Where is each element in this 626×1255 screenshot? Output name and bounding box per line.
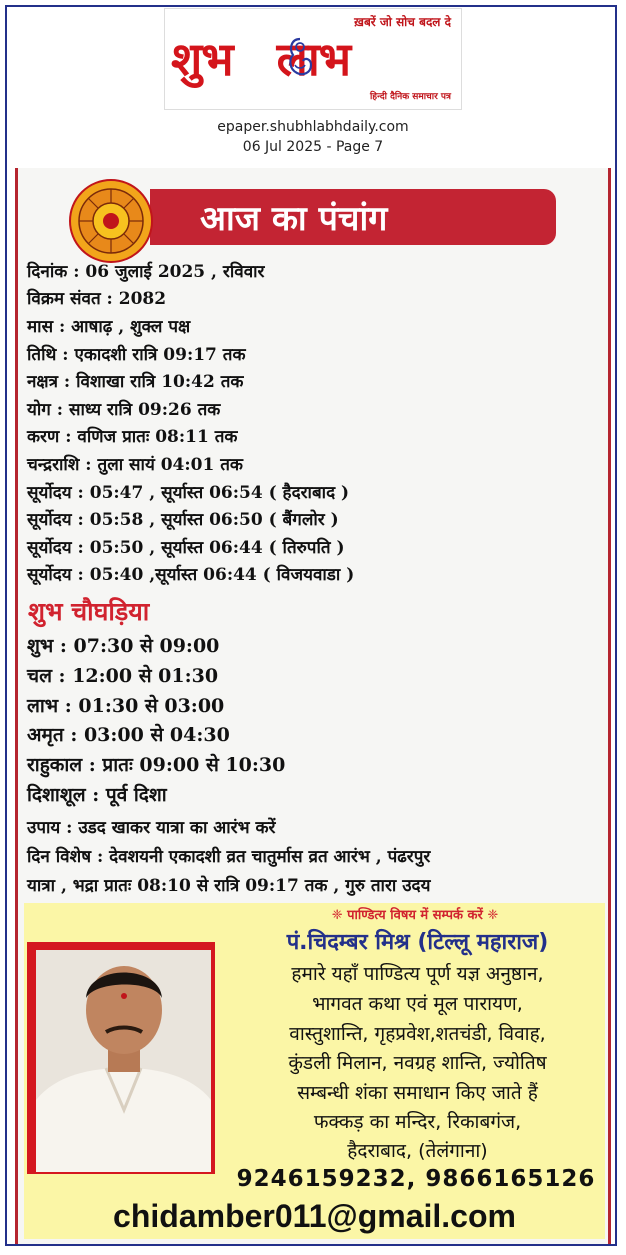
contact-email: chidamber011@gmail.com [113,1198,516,1234]
panchang-line: सूर्योदय : 05:40 ,सूर्यास्त 06:44 ( विजयवाडा ) [27,565,355,585]
choghadiya-line: दिशाशूल : पूर्व दिशा [27,784,167,806]
panchang-line: दिनांक : 06 जुलाई 2025 , रविवार [27,262,265,282]
panchang-line: सूर्योदय : 05:58 , सूर्यास्त 06:50 ( बैंगलोर ) [27,510,339,530]
panchang-line: सूर्योदय : 05:50 , सूर्यास्त 06:44 ( तिरुपति ) [27,538,345,558]
advert-line: सम्बन्धी शंका समाधान किए जाते हैं [297,1082,538,1104]
site-url: epaper.shubhlabhdaily.com [217,119,409,135]
person-portrait-icon [36,950,211,1172]
advert-line: भागवत कथा एवं मूल पारायण, [312,993,523,1015]
panchang-line: योग : साध्य रात्रि 09:26 तक [27,400,221,420]
advert-line: वास्तुशान्ति, गृहप्रवेश,शतचंडी, विवाह, [289,1023,546,1045]
logo-name-left: शुभ [171,32,233,86]
advert-line: हैदराबाद, (तेलंगाना) [347,1140,488,1162]
pandit-photo [36,950,211,1172]
panchang-line: तिथि : एकादशी रात्रि 09:17 तक [27,345,246,365]
choghadiya-line: दिन विशेष : देवशयनी एकादशी व्रत चातुर्मास व्रत आरंभ , पंढरपुर [27,847,431,867]
zodiac-wheel-icon [68,178,154,264]
panchang-line: सूर्योदय : 05:47 , सूर्यास्त 06:54 ( हैदराबाद ) [27,483,350,503]
choghadiya-heading: शुभ चौघड़िया [28,597,150,626]
ganesh-icon [283,35,317,79]
panchang-title: आज का पंचांग [200,199,388,239]
choghadiya-line: राहुकाल : प्रातः 09:00 से 10:30 [27,754,286,776]
choghadiya-line: चल : 12:00 से 01:30 [27,665,219,687]
masthead-logo [164,8,462,110]
panchang-line: चन्द्रराशि : तुला सायं 04:01 तक [27,455,243,475]
choghadiya-line: शुभ : 07:30 से 09:00 [27,635,220,657]
choghadiya-line: उपाय : उडद खाकर यात्रा का आरंभ करें [27,818,276,838]
contact-phones: 9246159232, 9866165126 [236,1166,596,1192]
logo-tagline: ख़बरें जो सोच बदल दे [354,15,451,29]
pandit-name: पं.चिदम्बर मिश्र (टिल्लू महाराज) [286,930,549,955]
advert-line: हमारे यहाँ पाण्डित्य पूर्ण यज्ञ अनुष्ठान, [291,963,544,985]
advert-line: कुंडली मिलान, नवग्रह शान्ति, ज्योतिष [288,1052,547,1074]
edition-date-page: 06 Jul 2025 - Page 7 [242,139,384,155]
advert-line: फक्कड़ का मन्दिर, रिकाबगंज, [313,1111,522,1133]
logo-wordmark [171,27,350,89]
panchang-line: मास : आषाढ़ , शुक्ल पक्ष [27,317,191,337]
choghadiya-line: यात्रा , भद्रा प्रातः 08:10 से रात्रि 09:17 तक , गुरु तारा उदय [27,876,431,896]
panchang-line: करण : वणिज प्रातः 08:11 तक [27,427,238,447]
logo-subtitle: हिन्दी दैनिक समाचार पत्र [369,92,451,102]
panchang-line: विक्रम संवत : 2082 [27,289,167,309]
advert-heading: ❈ पाण्डित्य विषय में सम्पर्क करें ❈ [331,908,499,923]
choghadiya-line: अमृत : 03:00 से 04:30 [27,724,230,746]
choghadiya-line: लाभ : 01:30 से 03:00 [27,695,225,717]
logo-name-right: लाभ [276,32,351,86]
panchang-line: नक्षत्र : विशाखा रात्रि 10:42 तक [27,372,244,392]
